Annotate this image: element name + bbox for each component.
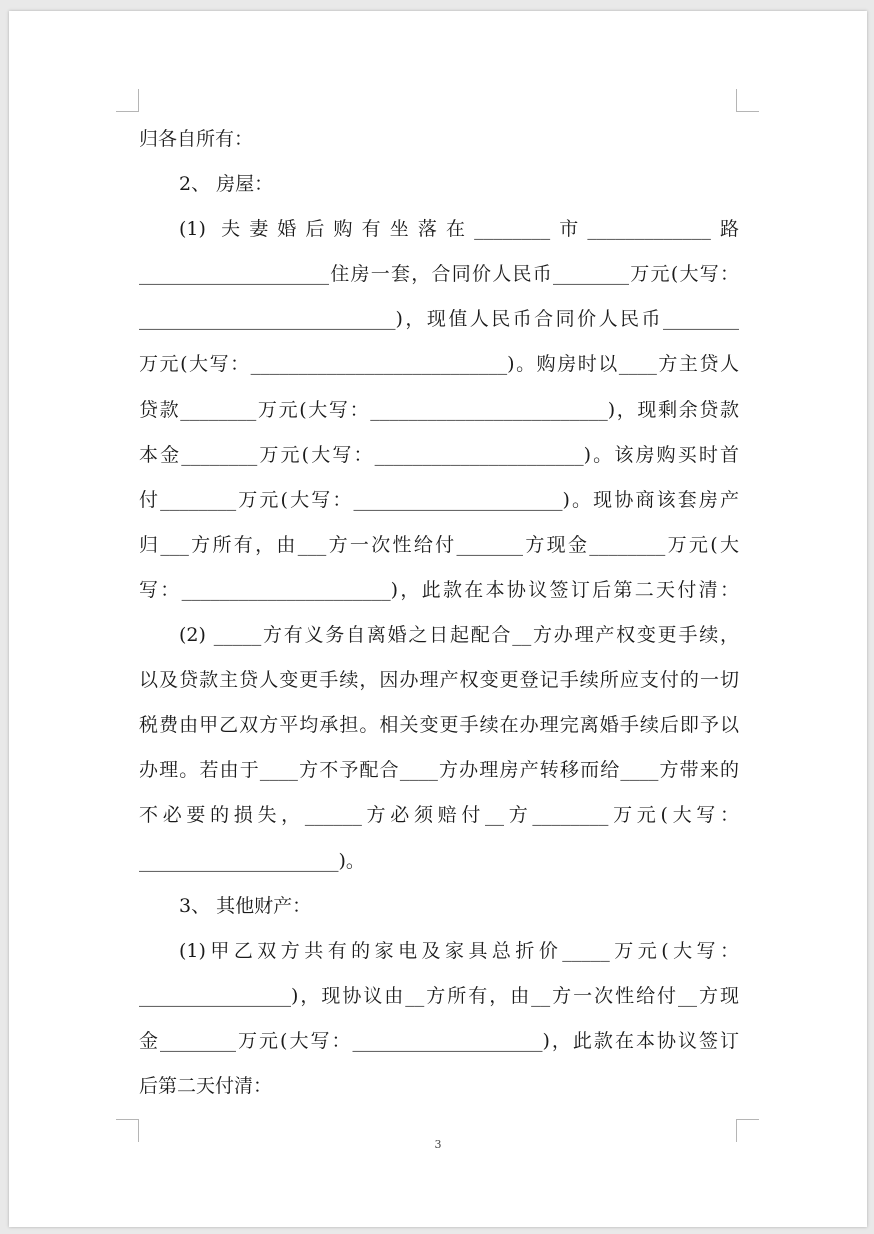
- text-line: 办理。若由于____方不予配合____方办理房产转移而给____方带来的: [139, 759, 739, 782]
- text-line: 归各自所有：: [139, 128, 254, 150]
- text-line: 贷款________万元(大写：_________________________)，现剩余贷款: [139, 398, 739, 421]
- margin-mark-top-right: [736, 89, 759, 112]
- document-page: [9, 11, 867, 1227]
- document-body[interactable]: [139, 117, 739, 1109]
- text-line: (1) 夫妻婚后购有坐落在________市_____________路: [179, 218, 739, 241]
- text-line: 金________万元(大写：____________________)，此款在本协议签订: [139, 1029, 739, 1052]
- text-line: (2) _____方有义务自离婚之日起配合__方办理产权变更手续，: [179, 624, 739, 647]
- text-line: 归___方所有，由___方一次性给付_______方现金________万元(大: [139, 533, 739, 556]
- text-line: ________________)，现协议由__方所有，由__方一次性给付__方现: [139, 984, 739, 1007]
- text-line: 后第二天付清：: [139, 1074, 273, 1097]
- section-heading: 3、 其他财产：: [179, 894, 312, 917]
- text-line: (1)甲乙双方共有的家电及家具总折价_____万元(大写：: [179, 939, 739, 962]
- text-line: 万元(大写：___________________________)。购房时以____方主贷人: [139, 353, 739, 376]
- text-line: 不必要的损失，______方必须赔付__方________万元(大写：: [139, 804, 739, 827]
- text-line: 写：______________________)，此款在本协议签订后第二天付清：: [139, 578, 739, 601]
- text-line: 付________万元(大写：______________________)。现协商该套房产: [139, 488, 739, 511]
- text-line: 以及贷款主贷人变更手续，因办理产权变更登记手续所应支付的一切: [139, 669, 739, 692]
- text-line: _____________________)。: [139, 849, 365, 872]
- text-line: ___________________________)，现值人民币合同价人民币________: [139, 308, 739, 331]
- text-line: 税费由甲乙双方平均承担。相关变更手续在办理完离婚手续后即予以: [139, 714, 739, 737]
- margin-mark-top-left: [116, 89, 139, 112]
- section-heading: 2、 房屋：: [179, 173, 274, 196]
- text-line: ____________________住房一套，合同价人民币________万元(大写：: [139, 263, 739, 286]
- text-line: 本金________万元(大写：______________________)。该房购买时首: [139, 443, 739, 466]
- page-number: 3: [434, 1138, 442, 1151]
